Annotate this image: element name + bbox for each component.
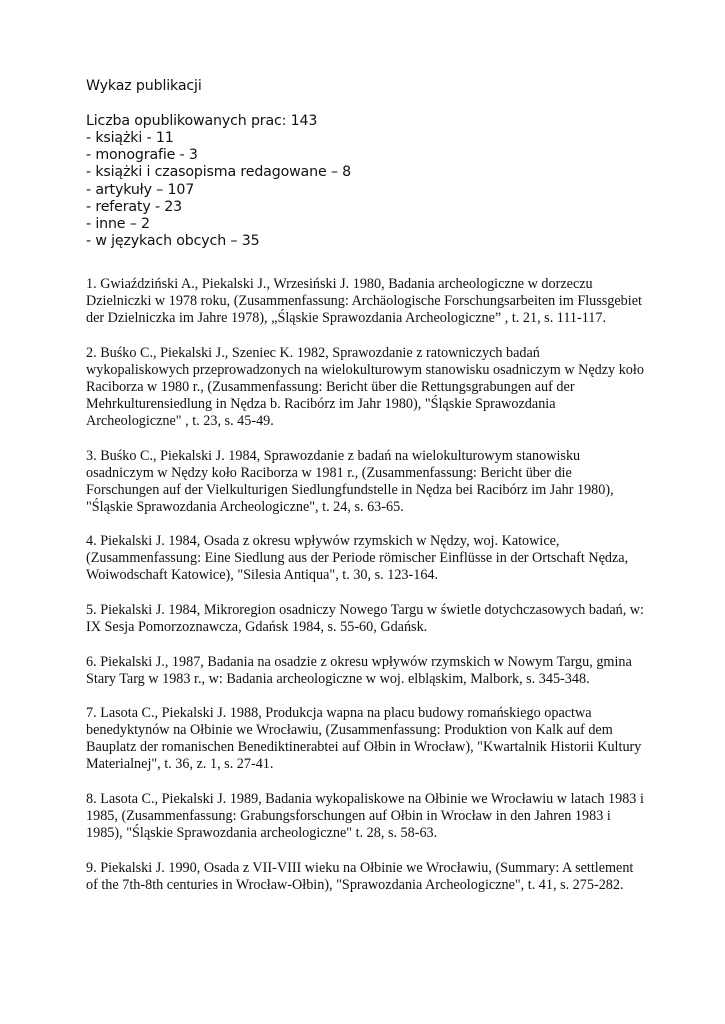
summary-item-books: - książki - 11: [86, 129, 174, 146]
publication-summary: [86, 78, 646, 250]
page-title: Wykaz publikacji: [86, 78, 202, 94]
total-publications: Liczba opublikowanych prac: 143: [86, 112, 318, 129]
summary-item-papers: - referaty - 23: [86, 198, 183, 215]
summary-item-monographs: - monografie - 3: [86, 147, 198, 164]
publication-entry-5: 5. Piekalski J. 1984, Mikroregion osadniczy Nowego Targu w świetle dotychczasowych badań, w: IX Sesja Pomorzoznawcza, Gdańsk 1984, s. 55-60, Gdańsk.: [86, 601, 644, 636]
summary-item-edited: - książki i czasopisma redagowane – 8: [86, 164, 352, 181]
summary-item-foreign: - w językach obcych – 35: [86, 233, 260, 250]
publication-entry-2: 2. Buśko C., Piekalski J., Szeniec K. 1982, Sprawozdanie z ratowniczych badań wykopaliskowych przeprowadzonych na wielokulturowym stanowisku osadniczym w Nędzy koło Raciborza w 1980 r., (Zusammenfassung: Bericht über die Rettungsgrabungen auf der Mehrkulturensiedlung in Nędza b. Racibórz im Jahr 1980), "Śląskie Sprawozdania Archeologiczne" , t. 23, s. 45-49.: [86, 344, 644, 430]
publication-entry-9: 9. Piekalski J. 1990, Osada z VII-VIII wieku na Ołbinie we Wrocławiu, (Summary: A settlement of the 7th-8th centuries in Wrocław-Ołbin), "Sprawozdania Archeologiczne", t. 41, s. 275-282.: [86, 859, 634, 893]
publication-entry-6: 6. Piekalski J., 1987, Badania na osadzie z okresu wpływów rzymskich w Nowym Targu, gmina Stary Targ w 1983 r., w: Badania archeologiczne w woj. elbląskim, Malbork, s. 345-348.: [86, 653, 632, 687]
publication-entry-8: 8. Lasota C., Piekalski J. 1989, Badania wykopaliskowe na Ołbinie we Wrocławiu w latach 1983 i 1985, (Zusammenfassung: Grabungsforschungen auf Ołbin in Wrocław in den Jahren 1983 i 1985), "Śląskie Sprawozdania archeologiczne" t. 28, s. 58-63.: [86, 790, 644, 842]
publication-entry-1: 1. Gwiaździński A., Piekalski J., Wrzesiński J. 1980, Badania archeologiczne w dorzeczu Dzielniczki w 1978 roku, (Zusammenfassung: Archäologische Forschungsarbeiten im Flussgebiet der Dzielniczka im Jahre 1978), „Śląskie Sprawozdania Archeologiczne” , t. 21, s. 111-117.: [86, 276, 642, 327]
publication-list: [86, 276, 646, 911]
publication-entry-7: 7. Lasota C., Piekalski J. 1988, Produkcja wapna na placu budowy romańskiego opactwa benedyktynów na Ołbinie we Wrocławiu, (Zusammenfassung: Produktion von Kalk auf dem Bauplatz der romanischen Benediktinerabtei auf Ołbin in Wrocław), "Kwartalnik Historii Kultury Materialnej", t. 36, z. 1, s. 27-41.: [86, 705, 642, 773]
summary-item-articles: - artykuły – 107: [86, 181, 195, 198]
summary-item-other: - inne – 2: [86, 215, 150, 232]
publication-entry-4: 4. Piekalski J. 1984, Osada z okresu wpływów rzymskich w Nędzy, woj. Katowice, (Zusammenfassung: Eine Siedlung aus der Periode römischer Einflüsse in der Ortschaft Nędza, Woiwodschaft Katowice), "Silesia Antiqua", t. 30, s. 123-164.: [86, 533, 629, 584]
publication-entry-3: 3. Buśko C., Piekalski J. 1984, Sprawozdanie z badań na wielokulturowym stanowisku osadniczym w Nędzy koło Raciborza w 1981 r., (Zusammenfassung: Bericht über die Forschungen auf der Vielkulturigen Siedlungfundstelle in Nędza bei Racibórz im Jahr 1980), "Śląskie Sprawozdania Archeologiczne", t. 24, s. 63-65.: [86, 447, 614, 515]
